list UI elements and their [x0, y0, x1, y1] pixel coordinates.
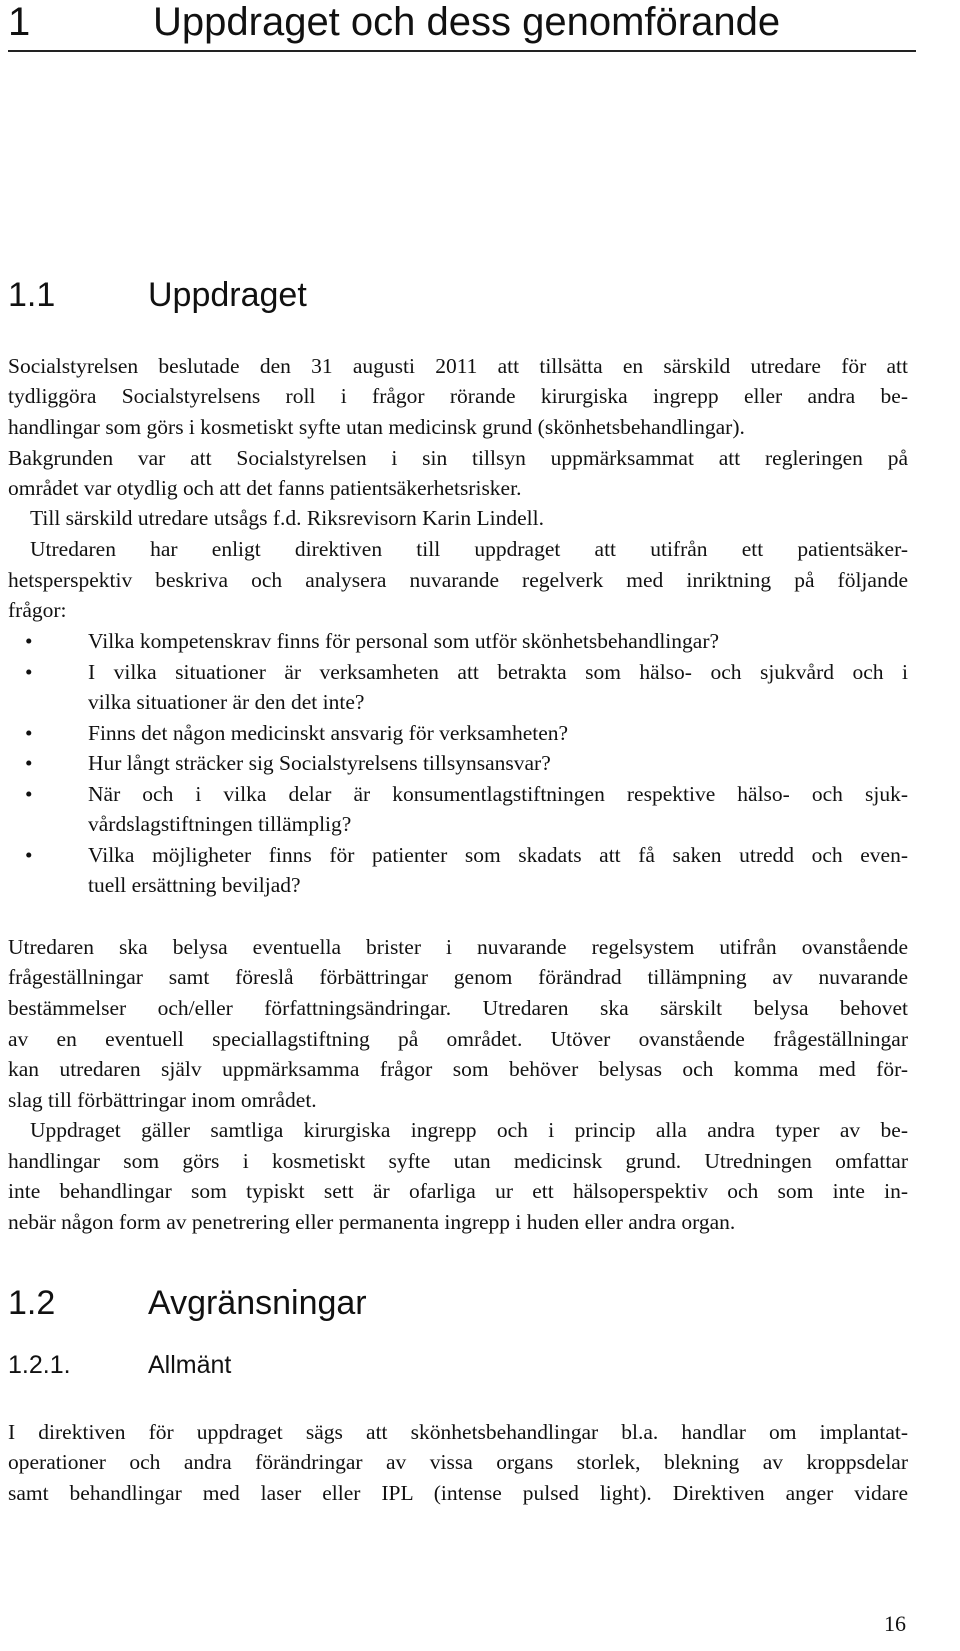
- section-title: Uppdraget: [148, 276, 307, 314]
- subsection-title: Allmänt: [148, 1351, 232, 1379]
- paragraph-line: Utredaren har enligt direktiven till uppdraget att utifrån ett patientsäker-: [30, 537, 908, 561]
- heading-divider: [8, 50, 916, 52]
- bullet-marker: •: [25, 843, 33, 867]
- paragraph-line: operationer och andra förändringar av vissa organs storlek, blekning av kroppsdelar: [8, 1450, 908, 1474]
- paragraph-line: Utredaren ska belysa eventuella brister i nuvarande regelsystem utifrån ovanstående: [8, 935, 908, 959]
- paragraph-line: nebär någon form av penetrering eller permanenta ingrepp i huden eller andra organ.: [8, 1210, 736, 1234]
- paragraph-line: Bakgrunden var att Socialstyrelsen i sin tillsyn uppmärksammat att regleringen på: [8, 446, 908, 470]
- paragraph-line: kan utredaren själv uppmärksamma frågor som behöver belysas och komma med för-: [8, 1057, 908, 1081]
- paragraph-line: Uppdraget gäller samtliga kirurgiska ingrepp och i princip alla andra typer av be-: [30, 1118, 908, 1142]
- bullet-marker: •: [25, 751, 33, 775]
- list-item: Vilka möjligheter finns för patienter som skadats att få saken utredd och even-: [88, 843, 908, 867]
- list-item: Hur långt sträcker sig Socialstyrelsens tillsynsansvar?: [88, 751, 551, 775]
- list-item: I vilka situationer är verksamheten att betrakta som hälso- och sjukvård och i: [88, 660, 908, 684]
- paragraph-line: inte behandlingar som typiskt sett är ofarliga ur ett hälsoperspektiv och som inte in-: [8, 1179, 908, 1203]
- list-item: Vilka kompetenskrav finns för personal som utför skönhetsbehandlingar?: [88, 629, 720, 653]
- paragraph-line: hetsperspektiv beskriva och analysera nuvarande regelverk med inriktning på följande: [8, 568, 908, 592]
- page-number: 16: [884, 1611, 906, 1636]
- bullet-marker: •: [25, 660, 33, 684]
- chapter-number: 1: [8, 0, 31, 44]
- list-item: vilka situationer är den det inte?: [88, 690, 365, 714]
- section-title: Avgränsningar: [148, 1284, 367, 1322]
- paragraph-line: I direktiven för uppdraget sägs att skönhetsbehandlingar bl.a. handlar om implantat-: [8, 1420, 908, 1444]
- list-item: När och i vilka delar är konsumentlagstiftningen respektive hälso- och sjuk-: [88, 782, 908, 806]
- paragraph-line: handlingar som görs i kosmetiskt syfte utan medicinsk grund. Utredningen omfattar: [8, 1149, 908, 1173]
- paragraph-line: samt behandlingar med laser eller IPL (intense pulsed light). Direktiven anger vidare: [8, 1481, 908, 1505]
- list-item: tuell ersättning beviljad?: [88, 873, 301, 897]
- paragraph-line: slag till förbättringar inom området.: [8, 1088, 317, 1112]
- subsection-number: 1.2.1.: [8, 1351, 71, 1379]
- paragraph-line: frågeställningar samt föreslå förbättringar genom förändrad tillämpning av nuvarande: [8, 965, 908, 989]
- list-item: Finns det någon medicinskt ansvarig för verksamheten?: [88, 721, 569, 745]
- bullet-marker: •: [25, 721, 33, 745]
- paragraph-line: området var otydlig och att det fanns patientsäkerhetsrisker.: [8, 476, 522, 500]
- section-number: 1.2: [8, 1284, 56, 1322]
- paragraph-line: bestämmelser och/eller författningsändringar. Utredaren ska särskilt belysa behovet: [8, 996, 908, 1020]
- section-number: 1.1: [8, 276, 56, 314]
- paragraph-line: frågor:: [8, 598, 67, 622]
- list-item: vårdslagstiftningen tillämplig?: [88, 812, 352, 836]
- paragraph-line: av en eventuell speciallagstiftning på området. Utöver ovanstående frågeställningar: [8, 1027, 908, 1051]
- paragraph-line: Till särskild utredare utsågs f.d. Riksrevisorn Karin Lindell.: [30, 506, 544, 530]
- paragraph-line: tydliggöra Socialstyrelsens roll i frågor rörande kirurgiska ingrepp eller andra be-: [8, 384, 908, 408]
- paragraph-line: handlingar som görs i kosmetiskt syfte utan medicinsk grund (skönhetsbehandlingar).: [8, 415, 745, 439]
- bullet-marker: •: [25, 629, 33, 653]
- paragraph-line: Socialstyrelsen beslutade den 31 augusti 2011 att tillsätta en särskild utredare för att: [8, 354, 908, 378]
- bullet-marker: •: [25, 782, 33, 806]
- chapter-title: Uppdraget och dess genomförande: [153, 0, 781, 44]
